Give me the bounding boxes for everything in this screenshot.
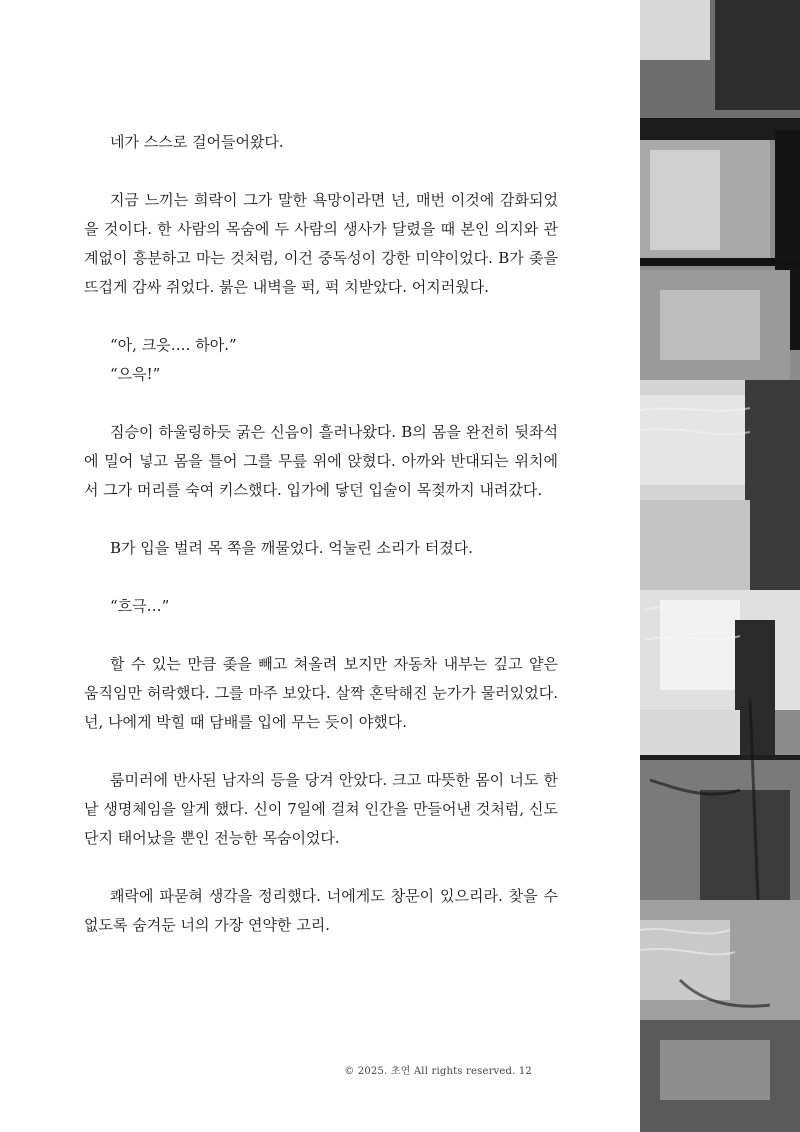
page-footer: © 2025. 초연 All rights reserved. 12 [344, 1066, 532, 1077]
decorative-painting [640, 0, 800, 1132]
paragraph-gap [84, 389, 558, 418]
paragraph: 쾌락에 파묻혀 생각을 정리했다. 너에게도 창문이 있으리라. 찾을 수 없도록 숨겨둔 너의 가장 연약한 고리. [84, 887, 558, 934]
paragraph-gap [84, 157, 558, 186]
paragraph: 할 수 있는 만큼 좆을 빼고 쳐올려 보지만 자동차 내부는 깊고 얕은 움직임만 허락했다. 그를 마주 보았다. 살짝 혼탁해진 눈가가 물러있었다. 넌, 나에게 박힐 때 담배를 입에 무는 듯이 야했다. [84, 655, 558, 731]
paragraph: 짐승이 하울링하듯 굵은 신음이 흘러나왔다. B의 몸을 완전히 뒷좌석에 밀어 넣고 몸을 틀어 그를 무릎 위에 앉혔다. 아까와 반대되는 위치에서 그가 머리를 숙여 키스했다. 입가에 닿던 입술이 목젖까지 내려갔다. [84, 423, 558, 499]
paragraph: 지금 느끼는 희락이 그가 말한 욕망이라면 넌, 매번 이것에 감화되었을 것이다. 한 사람의 목숨에 두 사람의 생사가 달렸을 때 본인 의지와 관계없이 흥분하고 마는 것처럼, 이건 중독성이 강한 미약이었다. B가 좆을 뜨겁게 감싸 쥐었다. 붉은 내벽을 퍽, 퍽 치받았다. 어지러웠다. [84, 191, 558, 296]
paragraph-gap [84, 621, 558, 650]
paragraph: 룸미러에 반사된 남자의 등을 당겨 안았다. 크고 따뜻한 몸이 너도 한낱 생명체임을 알게 했다. 신이 7일에 걸쳐 인간을 만들어낸 것처럼, 신도 단지 태어났을 뿐인 전능한 목숨이었다. [84, 771, 558, 847]
body-text [84, 128, 558, 940]
paragraph-gap [84, 737, 558, 766]
paragraph-gap [84, 505, 558, 534]
dialogue-line: “으윽!” [110, 365, 161, 383]
paragraph-gap [84, 563, 558, 592]
dialogue-line: “아, 크읏…. 하아.” [110, 336, 237, 354]
dialogue-line: “흐극…” [110, 597, 170, 615]
abstract-brushstroke-image [640, 0, 800, 1132]
paragraph: 네가 스스로 걸어들어왔다. [110, 133, 284, 151]
paragraph-gap [84, 853, 558, 882]
paragraph: B가 입을 벌려 목 쪽을 깨물었다. 억눌린 소리가 터졌다. [110, 539, 473, 557]
paragraph-gap [84, 302, 558, 331]
